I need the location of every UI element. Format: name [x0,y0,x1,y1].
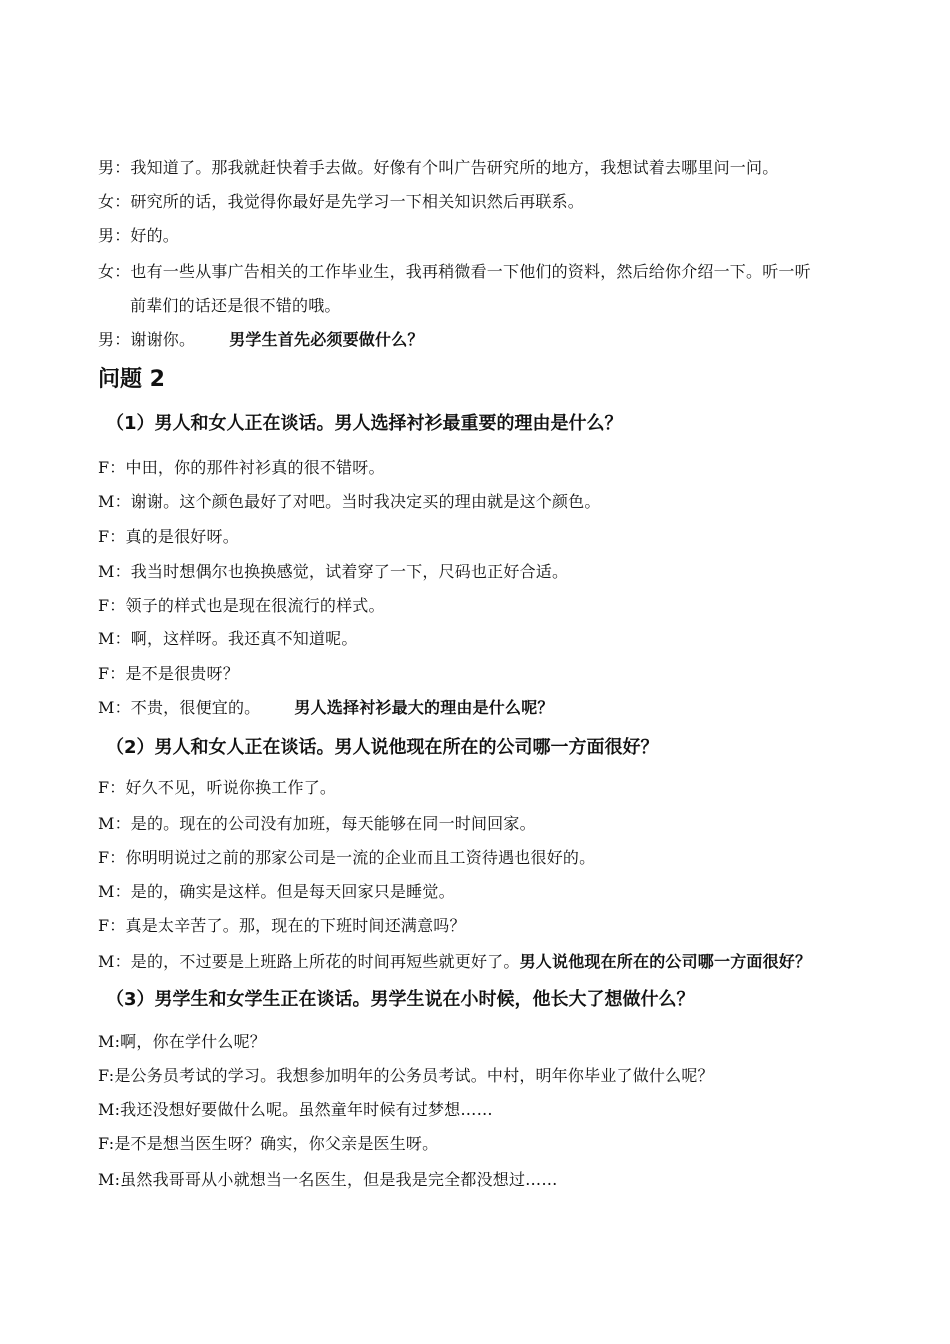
dialogue-line: M：是的。现在的公司没有加班，每天能够在同一时间回家。 [98,814,536,833]
dialogue-line: M:啊，你在学什么呢？ [98,1032,266,1051]
question-title: （1）男人和女人正在谈话。男人选择衬衫最重要的理由是什么？ [106,413,623,434]
dialogue-line: F：好久不见，听说你换工作了。 [98,778,337,797]
dialogue-line: M:虽然我哥哥从小就想当一名医生，但是我是完全都没想过…… [98,1170,558,1189]
dialogue-line: F：领子的样式也是现在很流行的样式。 [98,596,385,615]
dialogue-line: F：你明明说过之前的那家公司是一流的企业而且工资待遇也很好的。 [98,848,596,867]
dialogue-line: M：谢谢。这个颜色最好了对吧。当时我决定买的理由就是这个颜色。 [98,492,601,511]
dialogue-speaker-text: M：是的，不过要是上班路上所花的时间再短些就更好了。 [98,952,520,971]
dialogue-speaker-text: 男：谢谢你。 [98,330,196,349]
spoken-question: 男学生首先必须要做什么？ [229,330,424,349]
dialogue-line: 女：研究所的话，我觉得你最好是先学习一下相关知识然后再联系。 [98,192,585,211]
spoken-question: 男人说他现在所在的公司哪一方面很好？ [519,952,812,971]
dialogue-line-with-question [98,698,554,718]
dialogue-line: M：啊，这样呀。我还真不知道呢。 [98,629,358,648]
dialogue-line: 男：我知道了。那我就赶快着手去做。好像有个叫广告研究所的地方，我想试着去哪里问一问。 [98,158,779,177]
dialogue-line-continued: 前辈们的话还是很不错的哦。 [130,296,341,315]
dialogue-line: F:是不是想当医生呀？确实，你父亲是医生呀。 [98,1134,439,1153]
dialogue-line: 男：好的。 [98,226,180,245]
dialogue-line-with-question [98,330,424,350]
dialogue-speaker-text: M：不贵，很便宜的。 [98,698,261,717]
dialogue-line-with-question [98,952,811,972]
dialogue-line: F：真的是很好呀。 [98,527,239,546]
dialogue-line: M：是的，确实是这样。但是每天回家只是睡觉。 [98,882,455,901]
question-title: （3）男学生和女学生正在谈话。男学生说在小时候，他长大了想做什么？ [106,989,695,1010]
dialogue-line: F：是不是很贵呀？ [98,664,239,683]
dialogue-line: F：真是太辛苦了。那，现在的下班时间还满意吗？ [98,916,466,935]
dialogue-line: F:是公务员考试的学习。我想参加明年的公务员考试。中村，明年你毕业了做什么呢？ [98,1066,714,1085]
section-heading: 问题 2 [98,367,165,392]
dialogue-line: M：我当时想偶尔也换换感觉，试着穿了一下，尺码也正好合适。 [98,562,569,581]
dialogue-line: 女：也有一些从事广告相关的工作毕业生，我再稍微看一下他们的资料，然后给你介绍一下。听一听 [98,262,811,281]
dialogue-line: F：中田，你的那件衬衫真的很不错呀。 [98,458,385,477]
spoken-question: 男人选择衬衫最大的理由是什么呢？ [294,698,554,717]
dialogue-line: M:我还没想好要做什么呢。虽然童年时候有过梦想…… [98,1100,493,1119]
question-title: （2）男人和女人正在谈话。男人说他现在所在的公司哪一方面很好？ [106,737,659,758]
